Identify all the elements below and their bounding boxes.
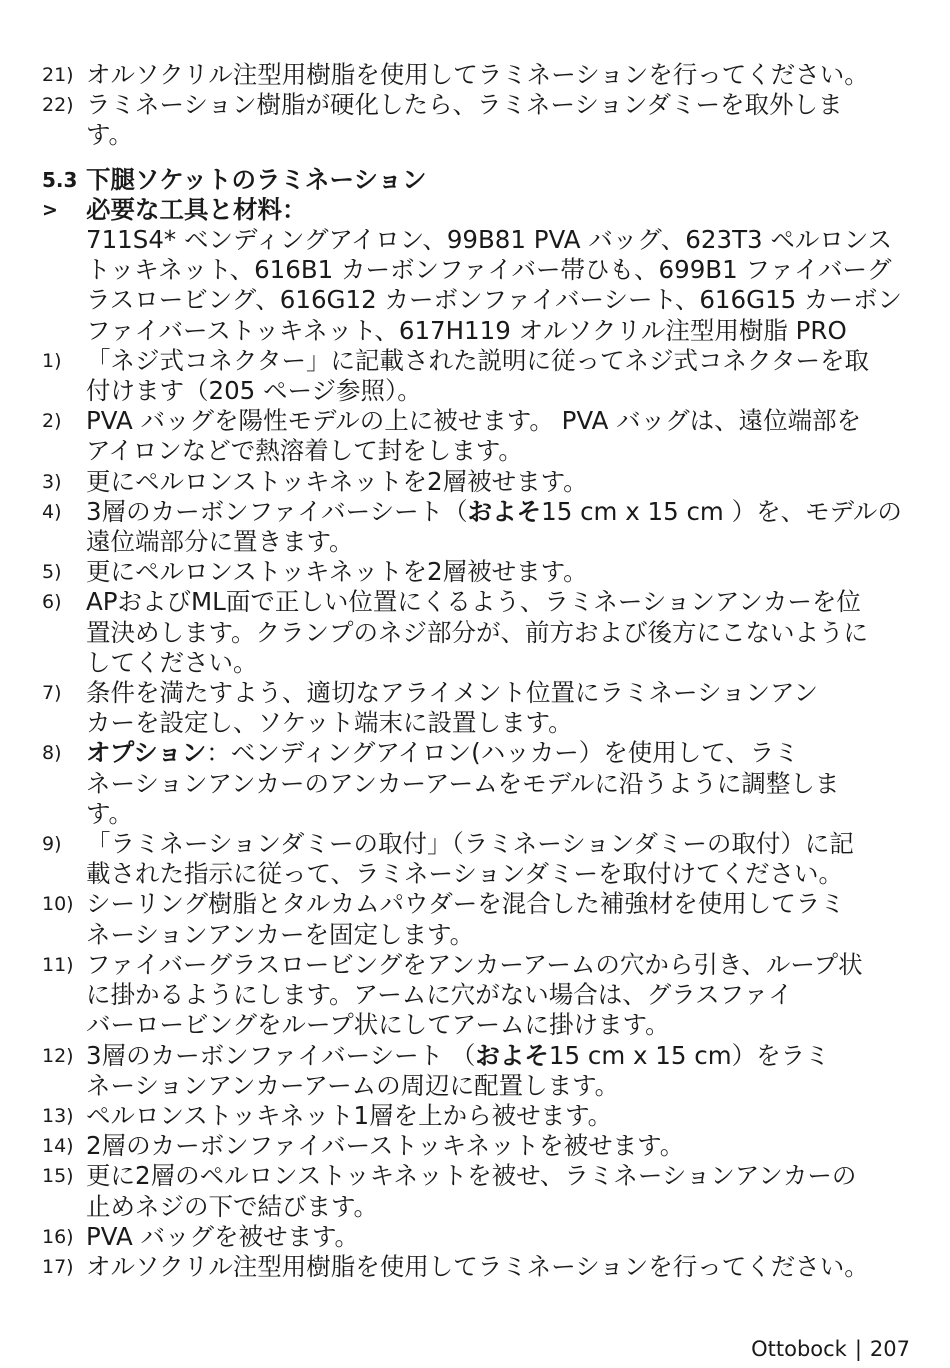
step-text: バーロービングをループ状にしてアームに掛けます。 — [86, 1010, 670, 1040]
step-text: PVA バッグを被せます。 — [86, 1221, 360, 1251]
step-14 — [42, 1131, 912, 1161]
brand-name: Ottobock — [751, 1337, 847, 1361]
step-text-emphasis: オプション — [86, 738, 207, 768]
step-7-cont — [42, 708, 912, 738]
step-text: ネーションアンカーを固定します。 — [86, 919, 475, 949]
step-number: 8) — [42, 742, 62, 765]
step-22 — [42, 90, 912, 120]
step-text: 更にペルロンストッキネットを2層被せます。 — [86, 557, 588, 587]
step-text: ネーションアンカーのアンカーアームをモデルに沿うように調整しま — [86, 768, 840, 798]
step-number: 7) — [42, 682, 62, 705]
step-text: 3層のカーボンファイバーシート （ — [86, 1040, 476, 1070]
step-text-emphasis: およそ — [475, 1040, 549, 1070]
materials-line — [42, 316, 912, 346]
step-7 — [42, 678, 912, 708]
page-footer — [751, 1337, 910, 1361]
instruction-page — [42, 60, 912, 1282]
step-text: に掛かるようにします。アームに穴がない場合は、グラスファイ — [86, 980, 793, 1010]
step-number: 6) — [42, 591, 62, 614]
requirements-heading — [42, 195, 912, 225]
step-text: ファイバーグラスロービングをアンカーアームの穴から引き、ループ状 — [86, 949, 863, 979]
step-text: 更に2層のペルロンストッキネットを被せ、ラミネーションアンカーの — [86, 1161, 857, 1191]
step-5 — [42, 557, 912, 587]
step-text: 遠位端部分に置きます。 — [86, 527, 354, 557]
step-number: 16) — [42, 1225, 74, 1248]
section-heading — [42, 165, 912, 195]
step-3 — [42, 467, 912, 497]
step-text-emphasis: およそ — [467, 496, 542, 526]
step-text: ネーションアンカーアームの周辺に配置します。 — [86, 1070, 620, 1100]
bullet-marker: > — [42, 198, 58, 221]
step-number: 10) — [42, 893, 74, 916]
step-number: 21) — [42, 64, 74, 86]
step-4-cont — [42, 527, 912, 557]
step-text: ：ベンディングアイロン(ハッカー）を使用して、ラミ — [206, 738, 799, 768]
materials-line — [42, 255, 912, 285]
section-title: 下腿ソケットのラミネーション — [86, 164, 427, 194]
step-13 — [42, 1101, 912, 1131]
step-8 — [42, 738, 912, 768]
step-number: 14) — [42, 1135, 74, 1158]
step-text: 「ラミネーションダミーの取付」（ラミネーションダミーの取付）に記 — [86, 829, 854, 859]
step-text: 付けます（205 ページ参照）。 — [86, 376, 422, 406]
step-text: PVA バッグを陽性モデルの上に被せます。 PVA バッグは、遠位端部を — [86, 406, 862, 436]
step-text: す。 — [86, 120, 134, 150]
step-number: 17) — [42, 1255, 74, 1278]
step-number: 13) — [42, 1104, 74, 1127]
step-11 — [42, 950, 912, 980]
materials-text: ファイバーストッキネット、617H119 オルソクリル注型用樹脂 PRO — [86, 315, 847, 345]
step-text: オルソクリル注型用樹脂を使用してラミネーションを行ってください。 — [86, 1251, 869, 1281]
step-text: 止めネジの下で結びます。 — [86, 1191, 379, 1221]
step-text: 「ネジ式コネクター」に記載された説明に従ってネジ式コネクターを取 — [86, 345, 870, 375]
step-number: 1) — [42, 349, 62, 372]
step-text: す。 — [86, 798, 134, 828]
step-number: 12) — [42, 1044, 74, 1067]
step-22-cont — [42, 120, 912, 150]
step-10 — [42, 889, 912, 919]
step-11-cont — [42, 980, 912, 1010]
materials-text: トッキネット、616B1 カーボンファイバー帯ひも、699B1 ファイバーグ — [86, 255, 892, 285]
step-text: 条件を満たすよう、適切なアライメント位置にラミネーションアン — [86, 678, 819, 708]
step-8-cont — [42, 799, 912, 829]
step-6-cont — [42, 618, 912, 648]
step-9 — [42, 829, 912, 859]
step-text: 載された指示に従って、ラミネーションダミーを取付けてください。 — [86, 859, 844, 889]
step-2-cont — [42, 436, 912, 466]
step-15-cont — [42, 1192, 912, 1222]
step-6-cont — [42, 648, 912, 678]
step-number: 22) — [42, 94, 74, 117]
step-12 — [42, 1041, 912, 1071]
step-text: 2層のカーボンファイバーストッキネットを被せます。 — [86, 1131, 685, 1161]
materials-text: ラスロービング、616G12 カーボンファイバーシート、616G15 カーボン — [86, 285, 903, 315]
step-text: ペルロンストッキネット1層を上から被せます。 — [86, 1100, 613, 1130]
step-1-cont — [42, 376, 912, 406]
step-2 — [42, 406, 912, 436]
step-text: 3層のカーボンファイバーシート（ — [86, 496, 468, 526]
step-21 — [42, 60, 912, 90]
step-text: 15 cm x 15 cm ）を、モデルの — [541, 496, 902, 526]
step-15 — [42, 1161, 912, 1191]
step-number: 15) — [42, 1165, 74, 1188]
step-16 — [42, 1222, 912, 1252]
materials-text: 711S4* ベンディングアイロン、99B81 PVA バッグ、623T3 ペルロンス — [86, 225, 893, 255]
step-6 — [42, 587, 912, 617]
materials-line — [42, 285, 912, 315]
step-number: 5) — [42, 561, 62, 584]
step-text: アイロンなどで熱溶着して封をします。 — [86, 436, 523, 466]
step-text: してください。 — [86, 647, 258, 677]
step-number: 11) — [42, 953, 74, 976]
step-9-cont — [42, 859, 912, 889]
step-4 — [42, 497, 912, 527]
page-number: 207 — [869, 1337, 910, 1361]
step-text: APおよびML面で正しい位置にくるよう、ラミネーションアンカーを位 — [86, 587, 861, 617]
step-text: 置決めします。クランプのネジ部分が、前方および後方にこないように — [86, 617, 869, 647]
step-number: 9) — [42, 833, 62, 856]
requirements-label: 必要な工具と材料： — [86, 194, 307, 224]
section-number: 5.3 — [42, 167, 78, 192]
step-text: 15 cm x 15 cm）をラミ — [548, 1040, 830, 1070]
step-text: カーを設定し、ソケット端末に設置します。 — [86, 708, 573, 738]
materials-line — [42, 225, 912, 255]
step-number: 4) — [42, 500, 62, 523]
step-8-cont — [42, 769, 912, 799]
step-11-cont — [42, 1010, 912, 1040]
step-number: 3) — [42, 470, 62, 493]
footer-separator: | — [854, 1337, 862, 1361]
step-text: オルソクリル注型用樹脂を使用してラミネーションを行ってください。 — [86, 60, 869, 89]
step-text: シーリング樹脂とタルカムパウダーを混合した補強材を使用してラミ — [86, 889, 845, 919]
step-text: ラミネーション樹脂が硬化したら、ラミネーションダミーを取外しま — [86, 90, 843, 120]
step-text: 更にペルロンストッキネットを2層被せます。 — [86, 466, 588, 496]
step-10-cont — [42, 920, 912, 950]
step-17 — [42, 1252, 912, 1282]
step-1 — [42, 346, 912, 376]
step-12-cont — [42, 1071, 912, 1101]
step-number: 2) — [42, 410, 62, 433]
